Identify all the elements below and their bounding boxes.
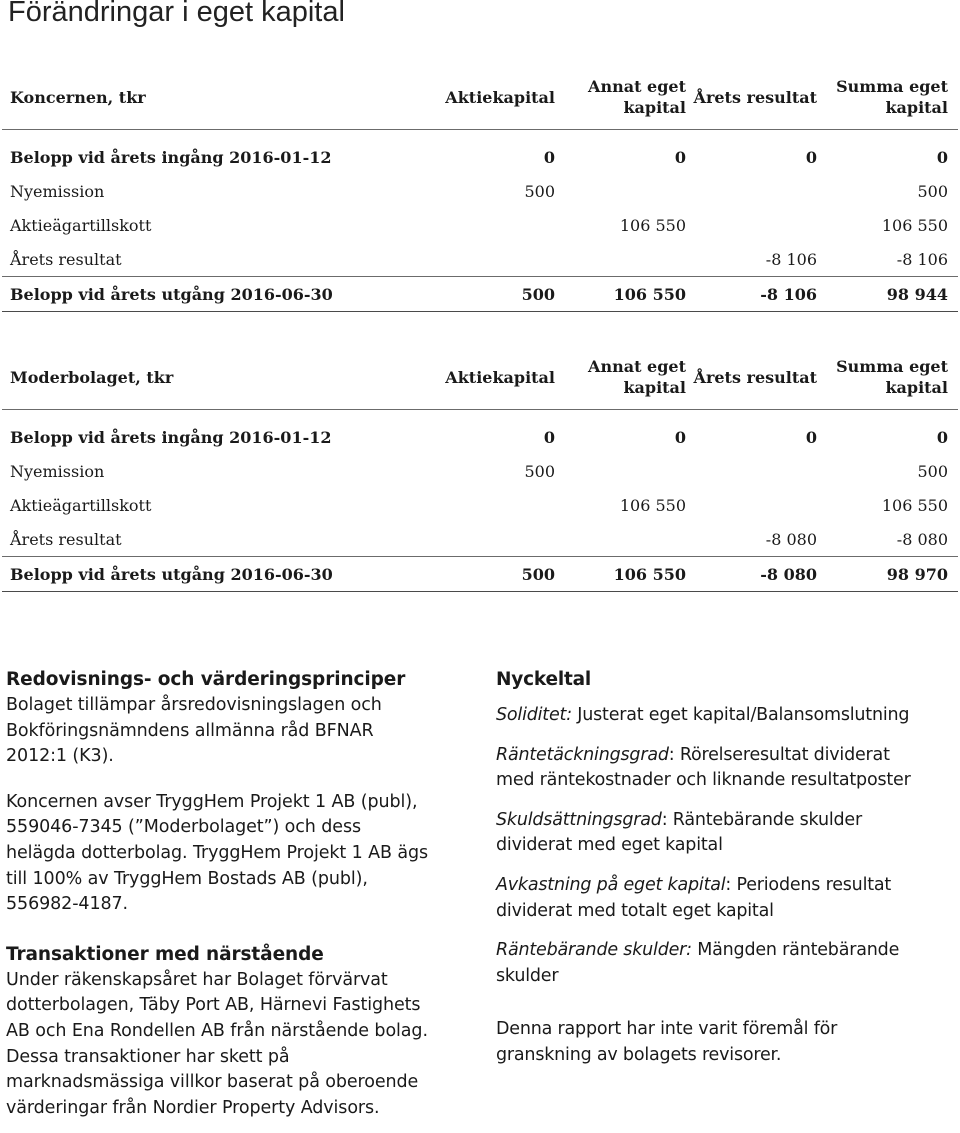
cell-value [562,242,686,276]
row-label: Belopp vid årets utgång 2016-06-30 [10,564,333,584]
row-label: Årets resultat [10,249,122,269]
cell-value: 0 [936,147,948,167]
definition-text: : Räntebärande skulder [661,809,862,830]
right-text-column [496,667,960,1083]
left-text-column [6,667,478,1121]
koncernen-table [2,65,958,312]
col-header-arets-resultat: Årets resultat [693,367,817,387]
cell-value: 98 970 [886,564,948,584]
section-heading-transaktioner: Transaktioner med närstående [6,943,324,965]
definition-rantebarande-skulder [496,938,960,989]
definition-term: Räntebärande skulder: [496,940,692,961]
cell-value [562,174,686,208]
cell-value: 500 [524,461,555,481]
cell-value: 0 [674,147,686,167]
text-line: dotterbolagen, Täby Port AB, Härnevi Fastighets [6,995,421,1016]
col-header-summa-eget-kapital: Summa eget kapital [836,77,948,117]
definition-text: Mängden räntebärande [691,940,900,961]
row-label: Aktieägartillskott [10,215,152,235]
text-line: Koncernen avser TryggHem Projekt 1 AB (publ), [6,791,418,812]
text-line: Bokföringsnämndens allmänna råd BFNAR [6,720,374,741]
cell-value: 500 [917,461,948,481]
cell-value: -8 080 [896,529,948,549]
cell-value: 106 550 [881,215,948,235]
cell-value: 500 [521,284,555,304]
row-label: Belopp vid årets utgång 2016-06-30 [10,284,333,304]
row-label: Belopp vid årets ingång 2016-01-12 [10,427,332,447]
table-header [2,345,958,410]
row-label: Nyemission [10,461,105,481]
definition-text: : Rörelseresultat dividerat [668,744,890,765]
cell-value: 500 [917,181,948,201]
cell-value [562,522,686,556]
cell-value [562,454,686,488]
row-label: Belopp vid årets ingång 2016-01-12 [10,147,332,167]
text-line: till 100% av TryggHem Bostads AB (publ), [6,868,368,889]
table-row [2,522,958,556]
definition-text: : Periodens resultat [725,874,892,895]
table-row-total [2,276,958,312]
table-row [2,242,958,276]
table-row [2,410,958,454]
row-label: Nyemission [10,181,105,201]
text-line: Denna rapport har inte varit föremål för [496,1019,838,1040]
text-line: marknadsmässiga villkor baserat på oberoende [6,1072,419,1093]
table-row [2,488,958,522]
cell-value: -8 080 [765,529,817,549]
definition-text: med räntekostnader och liknande resultatposter [496,770,911,791]
cell-value: -8 106 [765,249,817,269]
section-heading-redovisning: Redovisnings- och värderingsprinciper [6,669,406,690]
cell-value [692,174,817,208]
col-header-arets-resultat: Årets resultat [693,87,817,107]
definition-text: skulder [496,965,559,986]
text-line: 556982-4187. [6,894,129,915]
text-line: Dessa transaktioner har skett på [6,1046,290,1067]
audit-note [496,1017,960,1068]
cell-value [382,208,555,242]
text-line: Under räkenskapsåret har Bolaget förvärvat [6,969,388,990]
text-line: 2012:1 (K3). [6,746,114,767]
cell-value: 0 [805,147,817,167]
section-heading-nyckeltal: Nyckeltal [496,669,592,690]
table-row [2,454,958,488]
cell-value [382,488,555,522]
cell-value: -8 080 [760,564,817,584]
definition-text: dividerat med totalt eget kapital [496,900,774,921]
table-label: Moderbolaget, tkr [10,367,174,387]
cell-value [692,208,817,242]
text-line: helägda dotterbolag. TryggHem Projekt 1 AB ägs [6,842,429,863]
cell-value [382,522,555,556]
cell-value: -8 106 [760,284,817,304]
cell-value: 106 550 [881,495,948,515]
cell-value: 106 550 [613,564,686,584]
definition-term: Avkastning på eget kapital [496,874,726,895]
cell-value: 0 [805,427,817,447]
table-header [2,65,958,130]
cell-value: 0 [936,427,948,447]
cell-value: 106 550 [619,495,686,515]
cell-value: 0 [543,147,555,167]
definition-avkastning [496,873,960,924]
text-line: 559046-7345 (”Moderbolaget”) och dess [6,817,361,838]
cell-value: 106 550 [619,215,686,235]
text-line: AB och Ena Rondellen AB från närstående bolag. [6,1020,428,1041]
cell-value: 500 [524,181,555,201]
moderbolaget-table [2,345,958,592]
table-row [2,208,958,242]
table-row [2,174,958,208]
definition-term: Räntetäckningsgrad [496,744,669,765]
definition-text: dividerat med eget kapital [496,835,723,856]
col-header-annat-eget-kapital: Annat eget kapital [588,357,686,397]
cell-value: 106 550 [613,284,686,304]
cell-value [692,454,817,488]
definition-text: Justerat eget kapital/Balansomslutning [571,705,910,725]
text-line: värderingar från Nordier Property Advisors. [6,1097,380,1118]
col-header-annat-eget-kapital: Annat eget kapital [588,77,686,117]
definition-term: Skuldsättningsgrad [496,809,662,830]
table-row [2,130,958,174]
definition-rantetackningsgrad [496,743,960,794]
cell-value: 500 [521,564,555,584]
page-title: Förändringar i eget kapital [8,0,345,28]
col-header-aktiekapital: Aktiekapital [445,87,555,107]
col-header-aktiekapital: Aktiekapital [445,367,555,387]
row-label: Aktieägartillskott [10,495,152,515]
table-row-total [2,556,958,592]
text-line: Bolaget tillämpar årsredovisningslagen och [6,695,382,715]
cell-value: 98 944 [886,284,948,304]
cell-value [382,242,555,276]
definition-soliditet [496,703,960,729]
table-label: Koncernen, tkr [10,87,146,107]
cell-value [692,488,817,522]
row-label: Årets resultat [10,529,122,549]
definition-skuldsattningsgrad [496,808,960,859]
cell-value: 0 [543,427,555,447]
cell-value: -8 106 [896,249,948,269]
definition-term: Soliditet: [496,705,572,725]
col-header-summa-eget-kapital: Summa eget kapital [836,357,948,397]
text-line: granskning av bolagets revisorer. [496,1044,782,1065]
cell-value: 0 [674,427,686,447]
